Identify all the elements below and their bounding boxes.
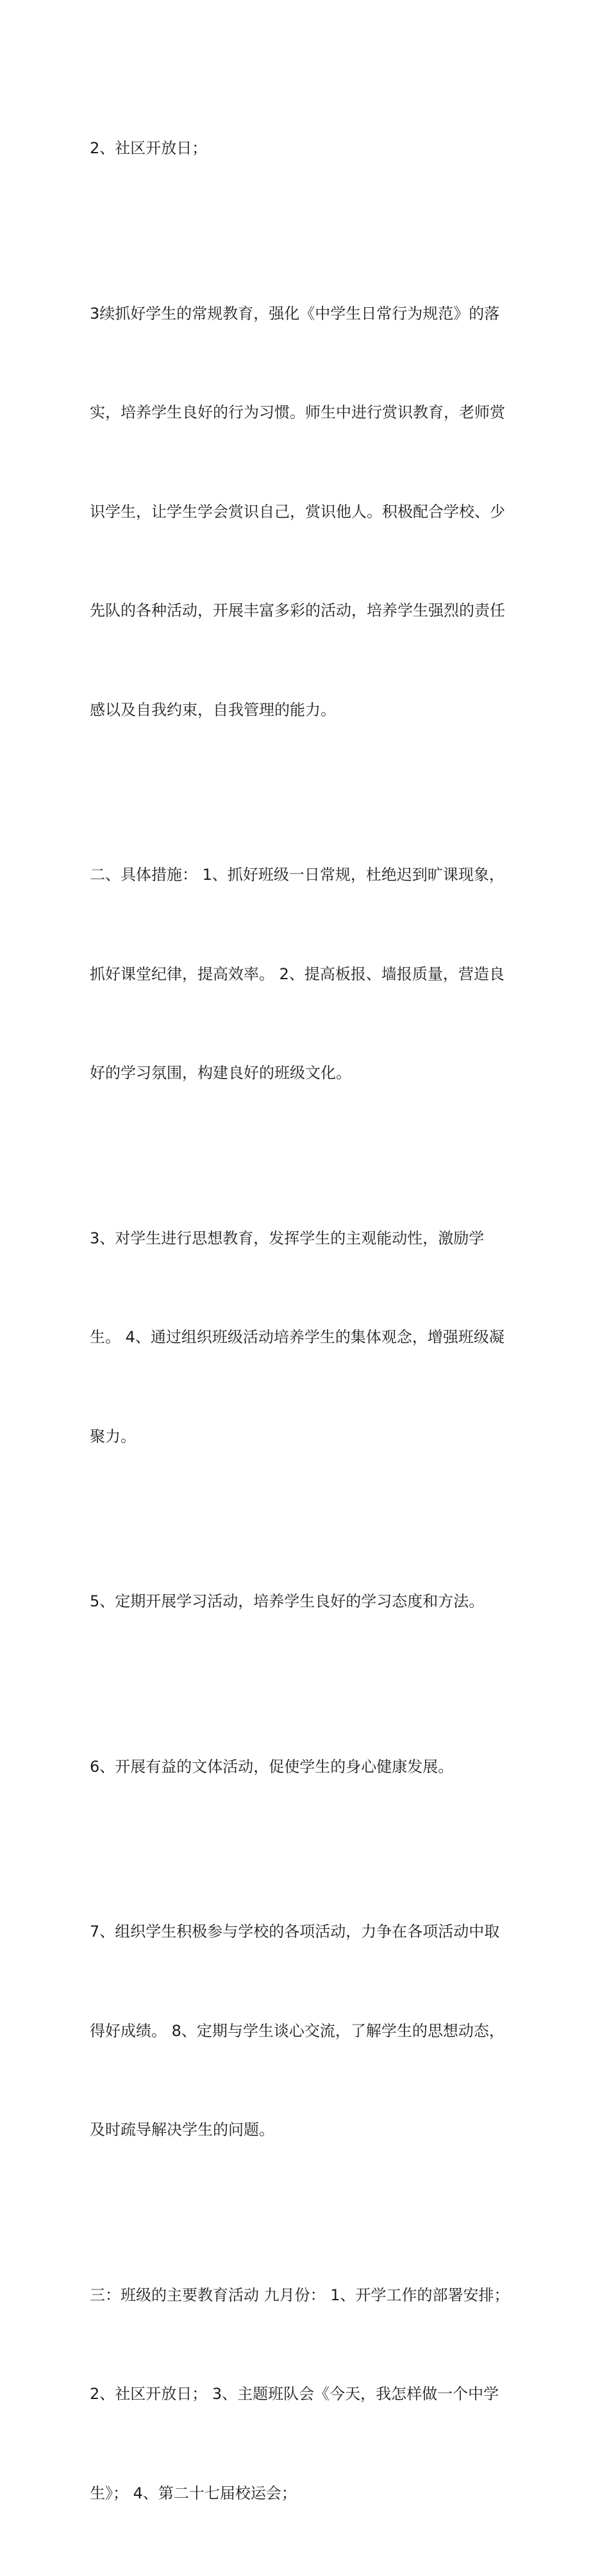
paragraph-learning-activities [90,1519,526,1685]
text-line: 三：班级的主要教育活动 九月份： 1、开学工作的部署安排； [90,2279,526,2312]
text-line: 生》； 4、第二十七届校运会； [90,2477,526,2511]
text-line: 好的学习氛围，构建良好的班级文化。 [90,1057,526,1090]
text-line: 聚力。 [90,1420,526,1454]
document-page [0,0,609,788]
text-line: 5、定期开展学习活动，培养学生良好的学习态度和方法。 [90,1585,526,1619]
text-line: 生。 4、通过组织班级活动培养学生的集体观念，增强班级凝 [90,1321,526,1354]
paragraph-sports-activities [90,1685,526,1850]
text-line: 得好成绩。 8、定期与学生谈心交流，了解学生的思想动态， [90,2015,526,2048]
text-line: 6、开展有益的文体活动，促使学生的身心健康发展。 [90,1751,526,1784]
paragraph-community-open-day [90,66,526,232]
text-line: 及时疏导解决学生的问题。 [90,2114,526,2147]
text-line: 2、社区开放日； 3、主题班队会《今天，我怎样做一个中学 [90,2378,526,2411]
text-line: 2、社区开放日； [90,132,526,165]
text-line: 实，培养学生良好的行为习惯。师生中进行赏识教育，老师赏 [90,396,526,430]
text-line: 7、组织学生积极参与学校的各项活动，力争在各项活动中取 [90,1915,526,1949]
text-line: 感以及自我约束，自我管理的能力。 [90,694,526,727]
text-line: 抓好课堂纪律，提高效率。 2、提高板报、墙报质量，营造良 [90,958,526,991]
text-line: 先队的各种活动，开展丰富多彩的活动，培养学生强烈的责任 [90,594,526,628]
document-body [90,66,526,2576]
paragraph-routine-education [90,232,526,793]
paragraph-school-activities [90,1849,526,2213]
text-line: 二、具体措施： 1、抓好班级一日常规，杜绝迟到旷课现象， [90,859,526,892]
paragraph-ideological-education [90,1156,526,1520]
text-line: 3、对学生进行思想教育，发挥学生的主观能动性，激励学 [90,1222,526,1256]
paragraph-main-education-activities [90,2213,526,2576]
text-line: 识学生，让学生学会赏识自己，赏识他人。积极配合学校、少 [90,496,526,529]
paragraph-specific-measures [90,793,526,1156]
text-line: 3续抓好学生的常规教育，强化《中学生日常行为规范》的落 [90,298,526,331]
